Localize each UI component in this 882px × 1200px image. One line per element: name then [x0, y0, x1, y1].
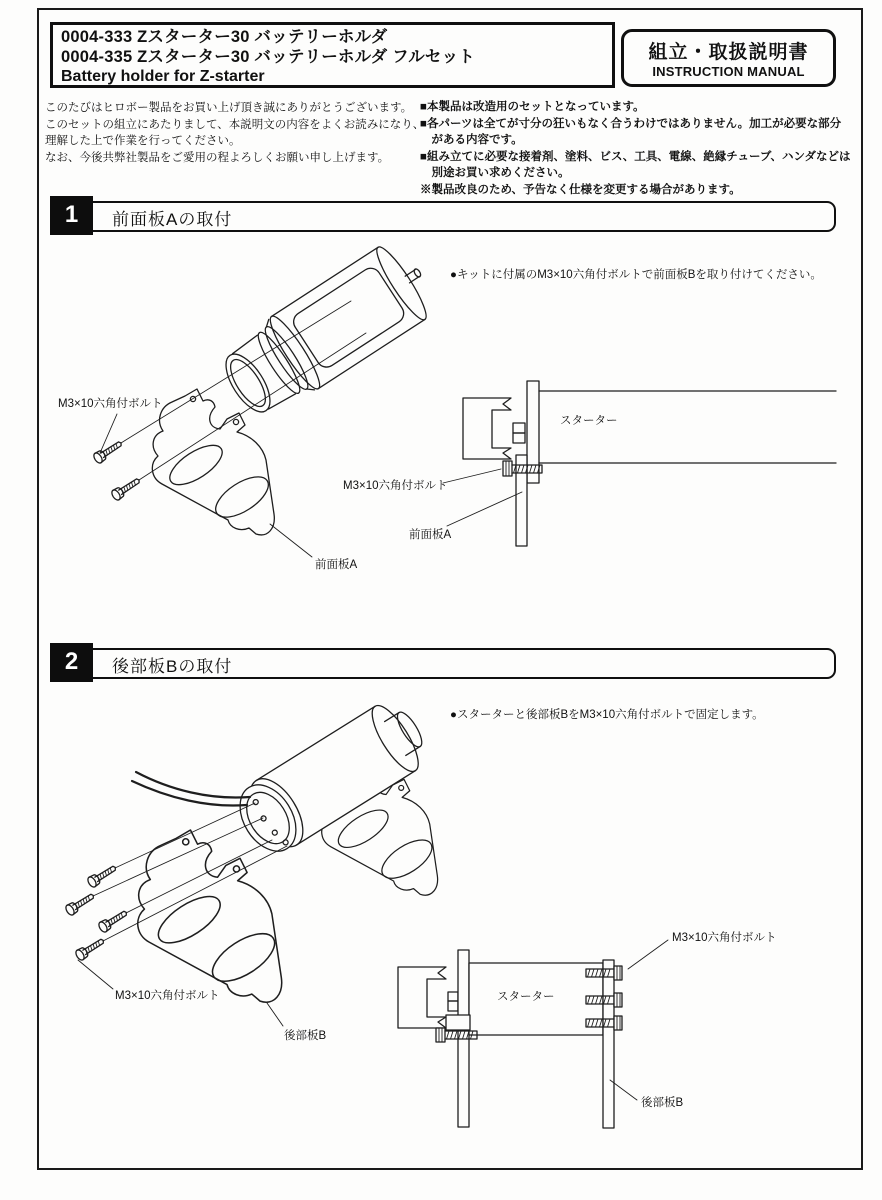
sec1-starter-label: スターター	[560, 415, 618, 427]
intro-note-line: ■各パーツは全てが寸分の狂いもなく合うわけではありません。加工が必要な部分	[420, 117, 842, 130]
sec2-bolt-label-sideview: M3×10六角付ボルト	[672, 932, 777, 944]
sec2-starter-label: スターター	[497, 991, 555, 1003]
intro-note-line: がある内容です。	[420, 134, 523, 146]
sec1-front-plate-label-sideview: 前面板A	[409, 529, 452, 541]
manual-title-en: INSTRUCTION MANUAL	[652, 64, 805, 79]
section2-instruction: ●スターターと後部板BをM3×10六角付ボルトで固定します。	[450, 709, 764, 721]
section1-number: 1	[50, 196, 93, 235]
sec1-bolt-label-sideview: M3×10六角付ボルト	[343, 480, 448, 492]
product-title-box	[50, 22, 615, 88]
intro-left-line: 理解した上で作業を行ってください。	[45, 135, 241, 147]
sec1-sideview-drawing	[443, 381, 836, 546]
instruction-manual-badge	[621, 29, 836, 87]
section2-number: 2	[50, 643, 93, 682]
intro-note-line: ■組み立てに必要な接着剤、塗料、ビス、工具、電線、絶縁チューブ、ハンダなどは	[420, 150, 851, 163]
sec2-starter-isometric-drawing	[64, 694, 438, 1026]
sec2-rear-plate-label: 後部板B	[284, 1030, 327, 1042]
product-code-line2: 0004-335 Zスターター30 バッテリーホルダ フルセット	[61, 48, 475, 66]
section2-title: 後部板Bの取付	[112, 657, 233, 676]
product-subtitle-en: Battery holder for Z-starter	[61, 68, 265, 85]
intro-left-line: このセットの組立にあたりまして、本説明文の内容をよくお読みになり、	[45, 118, 425, 131]
sec1-bolt-label: M3×10六角付ボルト	[58, 398, 163, 410]
manual-title-jp: 組立・取扱説明書	[648, 42, 809, 63]
sec1-front-plate-label: 前面板A	[315, 559, 358, 571]
intro-notes-text	[420, 99, 852, 198]
section1-title: 前面板Aの取付	[112, 210, 233, 229]
section1-instruction: ●キットに付属のM3×10六角付ボルトで前面板Bを取り付けてください。	[450, 269, 822, 281]
product-code-line1: 0004-333 Zスターター30 バッテリーホルダ	[61, 28, 388, 46]
sec2-rear-plate-label-sideview: 後部板B	[641, 1097, 684, 1109]
intro-note-line: ■本製品は改造用のセットとなっています。	[420, 101, 645, 113]
intro-note-line: 別途お買い求めください。	[420, 167, 570, 179]
intro-left-line: なお、今後共弊社製品をご愛用の程よろしくお願い申し上げます。	[45, 151, 390, 164]
sec2-sideview-drawing	[398, 940, 668, 1128]
intro-note-line: ※製品改良のため、予告なく仕様を変更する場合があります。	[420, 183, 741, 196]
intro-left-line: このたびはヒロボー製品をお買い上げ頂き誠にありがとうございます。	[45, 102, 413, 114]
sec2-bolt-label: M3×10六角付ボルト	[115, 990, 220, 1002]
intro-greeting-text	[45, 100, 425, 166]
